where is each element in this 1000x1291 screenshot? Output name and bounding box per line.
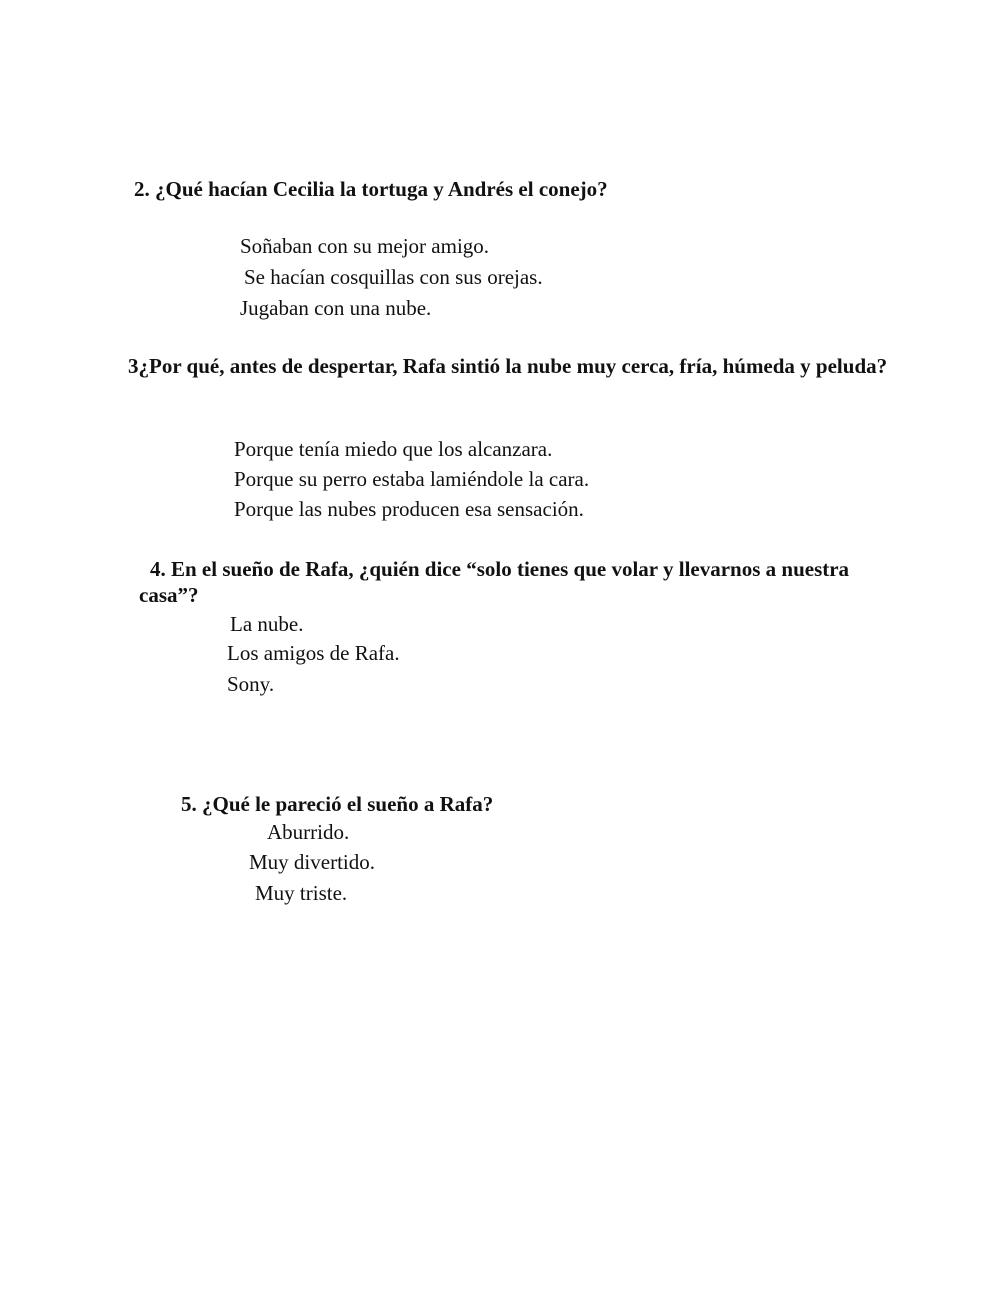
- question-3-option-1[interactable]: Porque tenía miedo que los alcanzara.: [234, 437, 553, 461]
- question-4-option-3[interactable]: Sony.: [227, 672, 275, 696]
- question-4-option-2[interactable]: Los amigos de Rafa.: [227, 641, 400, 665]
- question-2-option-3[interactable]: Jugaban con una nube.: [240, 296, 432, 320]
- question-5: 5. ¿Qué le pareció el sueño a Rafa?: [181, 792, 494, 816]
- question-5-option-3[interactable]: Muy triste.: [255, 881, 348, 905]
- question-3: 3¿Por qué, antes de despertar, Rafa sintió la nube muy cerca, fría, húmeda y peluda?: [128, 354, 888, 378]
- question-3-option-3[interactable]: Porque las nubes producen esa sensación.: [234, 497, 584, 521]
- question-3-option-2[interactable]: Porque su perro estaba lamiéndole la cara.: [234, 467, 590, 491]
- question-5-option-2[interactable]: Muy divertido.: [249, 850, 375, 874]
- question-5-option-1[interactable]: Aburrido.: [267, 820, 350, 844]
- question-4: 4. En el sueño de Rafa, ¿quién dice “solo tienes que volar y llevarnos a nuestra casa”?: [139, 557, 850, 607]
- question-2: 2. ¿Qué hacían Cecilia la tortuga y Andrés el conejo?: [134, 177, 608, 201]
- question-2-option-1[interactable]: Soñaban con su mejor amigo.: [240, 234, 490, 258]
- question-2-option-2[interactable]: Se hacían cosquillas con sus orejas.: [244, 265, 543, 289]
- question-4-option-1[interactable]: La nube.: [230, 612, 304, 636]
